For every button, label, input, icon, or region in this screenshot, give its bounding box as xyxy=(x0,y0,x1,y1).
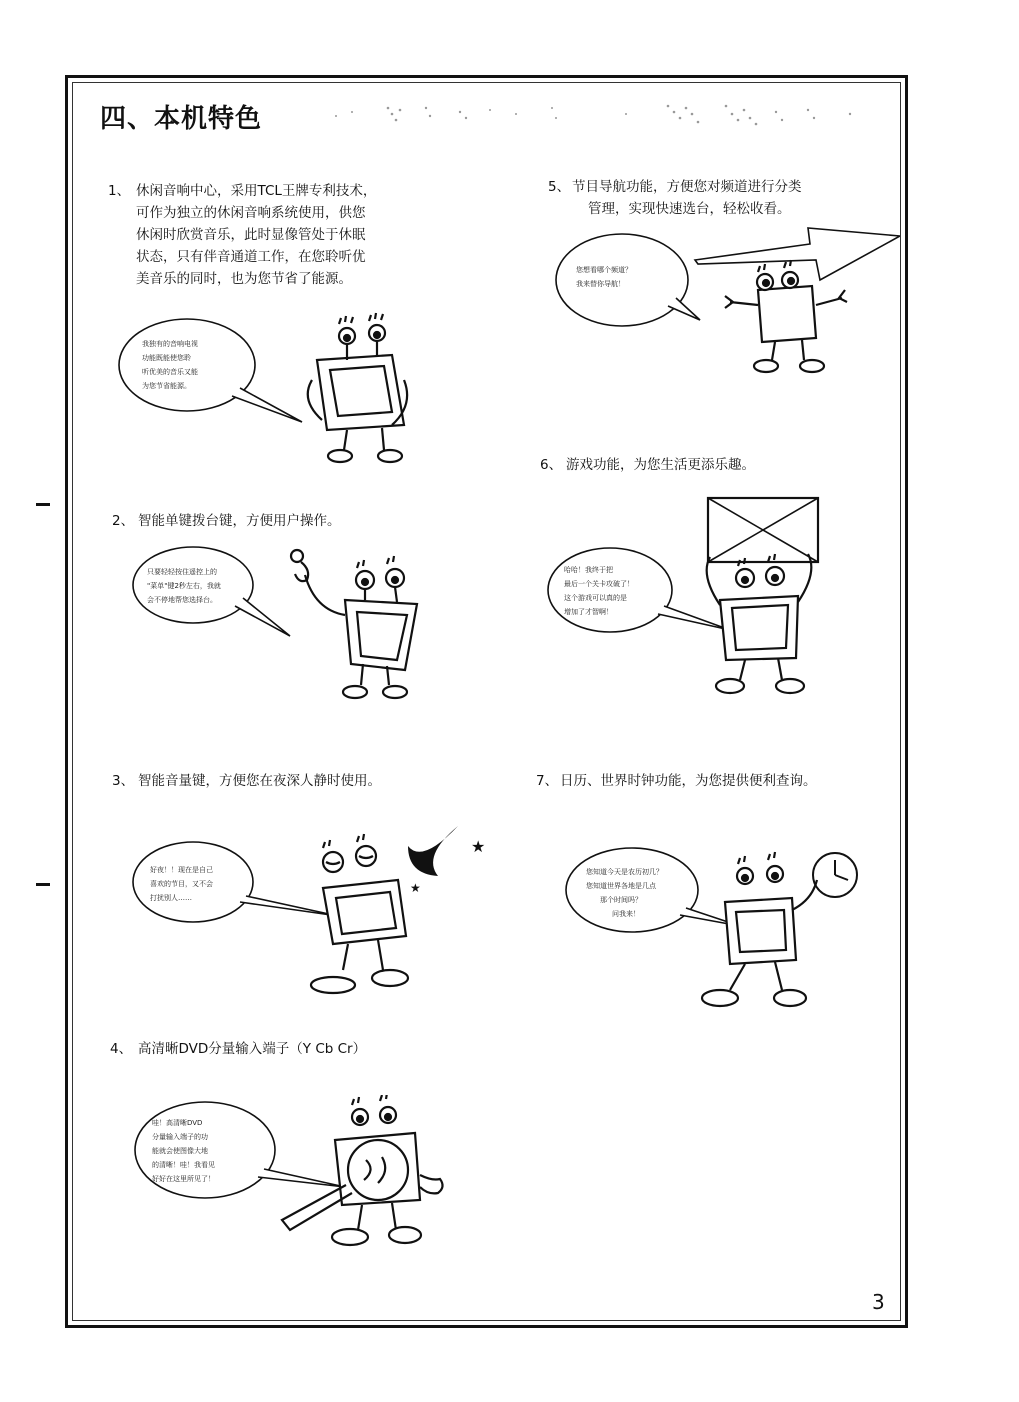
feature-text-line: 休闲音响中心，采用TCL王牌专利技术， xyxy=(136,183,377,199)
page-number: 3 xyxy=(872,1290,885,1314)
speech-bubble-text: 您知道世界各地是几点 xyxy=(586,882,656,890)
feature-number: 7、 xyxy=(536,773,559,789)
scan-edge-mark xyxy=(36,883,50,886)
speech-bubble-text: "菜单"键2秒左右，我就 xyxy=(147,582,221,590)
feature-2 xyxy=(112,510,341,532)
speech-bubble-text: 功能既能使您聆 xyxy=(142,354,191,362)
navigation-arrow-icon xyxy=(695,228,900,280)
feature-text-line: 可作为独立的休闲音响系统使用，供您 xyxy=(136,205,366,221)
speech-bubble-text: 喜欢的节目，又不会 xyxy=(150,880,213,888)
feature-3 xyxy=(112,770,381,792)
tv-mascot-illustration-6 xyxy=(540,490,830,700)
tv-mascot-illustration-3 xyxy=(128,820,498,1005)
star-icon: ★ xyxy=(410,881,421,895)
speech-bubble-text: 为您节省能源。 xyxy=(142,382,191,390)
speech-bubble-text: 增加了才智啊！ xyxy=(564,608,613,616)
speech-bubble-text: 能就会使图像大地 xyxy=(152,1147,208,1155)
speech-bubble-text: 哇！高清晰DVD xyxy=(152,1119,203,1127)
speech-bubble-text: 您想看哪个频道？ xyxy=(576,266,632,274)
feature-text-line: 节目导航功能，方便您对频道进行分类 xyxy=(572,179,802,195)
feature-text-line: 智能音量键，方便您在夜深人静时使用。 xyxy=(138,773,381,789)
speech-bubble-text: 的清晰！哇！我看见 xyxy=(152,1161,215,1169)
feature-number: 2、 xyxy=(112,513,135,529)
speech-bubble-text: 问我来！ xyxy=(612,910,640,918)
speech-bubble-text: 哈哈！我终于把 xyxy=(564,566,613,574)
feature-6 xyxy=(540,454,755,476)
speech-bubble-text: 只要轻轻按住遥控上的 xyxy=(147,568,217,576)
moon-icon xyxy=(408,826,458,876)
feature-text-line: 日历、世界时钟功能，为您提供便利查询。 xyxy=(560,773,817,789)
speech-bubble-text: 您知道今天是农历初几？ xyxy=(586,868,663,876)
tv-mascot-illustration-7 xyxy=(560,840,870,1020)
speech-bubble-text: 那个时间吗？ xyxy=(600,896,642,904)
clock-icon xyxy=(813,853,857,897)
feature-4 xyxy=(110,1038,366,1060)
feature-text-line: 休闲时欣赏音乐，此时显像管处于休眠 xyxy=(136,227,366,243)
speech-bubble-text: 好好在这里所见了！ xyxy=(152,1175,215,1183)
feature-number: 4、 xyxy=(110,1041,133,1057)
speech-bubble-text: 最后一个关卡攻破了！ xyxy=(564,580,634,588)
title-halftone-decoration xyxy=(330,100,870,134)
speech-bubble-text: 听优美的音乐又能 xyxy=(142,368,198,376)
feature-text-line: 智能单键拨台键，方便用户操作。 xyxy=(138,513,341,529)
feature-text-line: 游戏功能，为您生活更添乐趣。 xyxy=(566,457,755,473)
speech-bubble-text: 这个游戏可以真的是 xyxy=(564,594,627,602)
speech-bubble-text: 我来替你导航！ xyxy=(576,280,625,288)
speech-bubble-text: 会不停地帮您选择台。 xyxy=(147,596,217,604)
scan-edge-mark xyxy=(36,503,50,506)
feature-number: 1、 xyxy=(108,183,131,199)
tv-mascot-illustration-2 xyxy=(125,540,425,710)
star-icon: ★ xyxy=(471,837,486,856)
feature-number: 6、 xyxy=(540,457,563,473)
speech-bubble-text: 打扰别人…… xyxy=(150,894,192,902)
feature-number: 5、 xyxy=(548,179,571,195)
feature-1 xyxy=(108,180,376,290)
feature-text-line: 高清晰DVD分量输入端子（Y Cb Cr） xyxy=(138,1041,367,1057)
feature-7 xyxy=(536,770,817,792)
magnifier-icon xyxy=(348,1140,408,1200)
feature-text-line: 管理，实现快速选台，轻松收看。 xyxy=(588,201,791,217)
speech-bubble-text: 我独有的音响电视 xyxy=(142,340,198,348)
tv-mascot-illustration-1 xyxy=(112,300,442,470)
speech-bubble-text: 分量输入端子的功 xyxy=(152,1133,208,1141)
feature-text-line: 状态，只有伴音通道工作，在您聆听优 xyxy=(136,249,366,265)
tv-mascot-illustration-5 xyxy=(550,210,900,380)
feature-number: 3、 xyxy=(112,773,135,789)
tv-mascot-illustration-4 xyxy=(130,1095,470,1250)
section-title: 四、本机特色 xyxy=(100,104,263,134)
feature-text-line: 美音乐的同时，也为您节省了能源。 xyxy=(136,271,352,287)
speech-bubble-text: 好夜！！现在是自己 xyxy=(150,866,213,874)
